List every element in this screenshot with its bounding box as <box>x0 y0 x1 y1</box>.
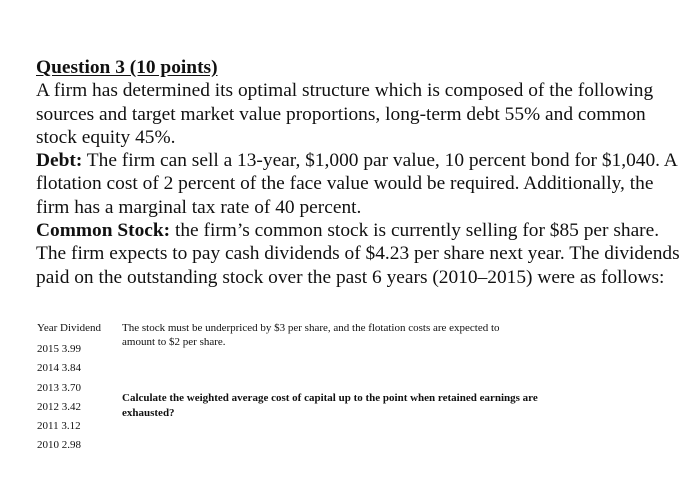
dividend-cell: 3.99 <box>61 343 81 355</box>
common-stock-label: Common Stock: <box>36 220 171 242</box>
year-cell: 2015 <box>37 343 59 355</box>
note-line-2: amount to $2 per share. <box>122 335 226 348</box>
question-body <box>36 56 686 289</box>
dividend-table <box>37 322 101 456</box>
debt-text: The firm can sell a 13-year, $1,000 par value, 10 percent bond for $1,040. A flotation cost of 2 percent of the face value would be required. Additionally, the firm has a marginal tax rate of 40 percent. <box>36 150 677 218</box>
dividend-cell: 3.12 <box>61 420 81 433</box>
note-line-1: The stock must be underpriced by $3 per share, and the flotation costs are expected to <box>122 322 500 334</box>
table-row <box>37 340 101 359</box>
dividend-cell: 2.98 <box>61 439 81 452</box>
dividend-cell: 3.70 <box>61 381 81 394</box>
table-row <box>37 398 101 417</box>
year-cell: 2011 <box>37 420 59 433</box>
table-row <box>37 359 101 378</box>
debt-paragraph <box>36 149 686 219</box>
common-stock-text: the firm’s common stock is currently selling for $85 per share. The firm expects to pay cash dividends of $4.23 per share next year. The dividends paid on the outstanding stock over the past 6 years (2010–2015) were as follows: <box>36 220 680 288</box>
dividend-cell: 3.84 <box>61 362 81 375</box>
task-prompt: Calculate the weighted average cost of capital up to the point when retained earnings are exhausted? <box>122 392 538 419</box>
common-stock-paragraph <box>36 219 686 289</box>
debt-label: Debt: <box>36 150 83 172</box>
dividend-cell: 3.42 <box>61 400 81 413</box>
table-row <box>37 417 101 436</box>
intro-paragraph: A firm has determined its optimal structure which is composed of the following sources and target market value proportions, long-term debt 55% and common stock equity 45%. <box>36 80 654 148</box>
table-row <box>37 436 101 455</box>
underpricing-note <box>122 322 682 349</box>
year-cell: 2010 <box>37 439 59 452</box>
year-cell: 2013 <box>37 381 59 394</box>
year-cell: 2014 <box>37 362 59 375</box>
table-row <box>37 379 101 398</box>
year-cell: 2012 <box>37 400 59 413</box>
question-title: Question 3 (10 points) <box>36 57 218 78</box>
dividend-table-header: Year Dividend <box>37 322 101 334</box>
